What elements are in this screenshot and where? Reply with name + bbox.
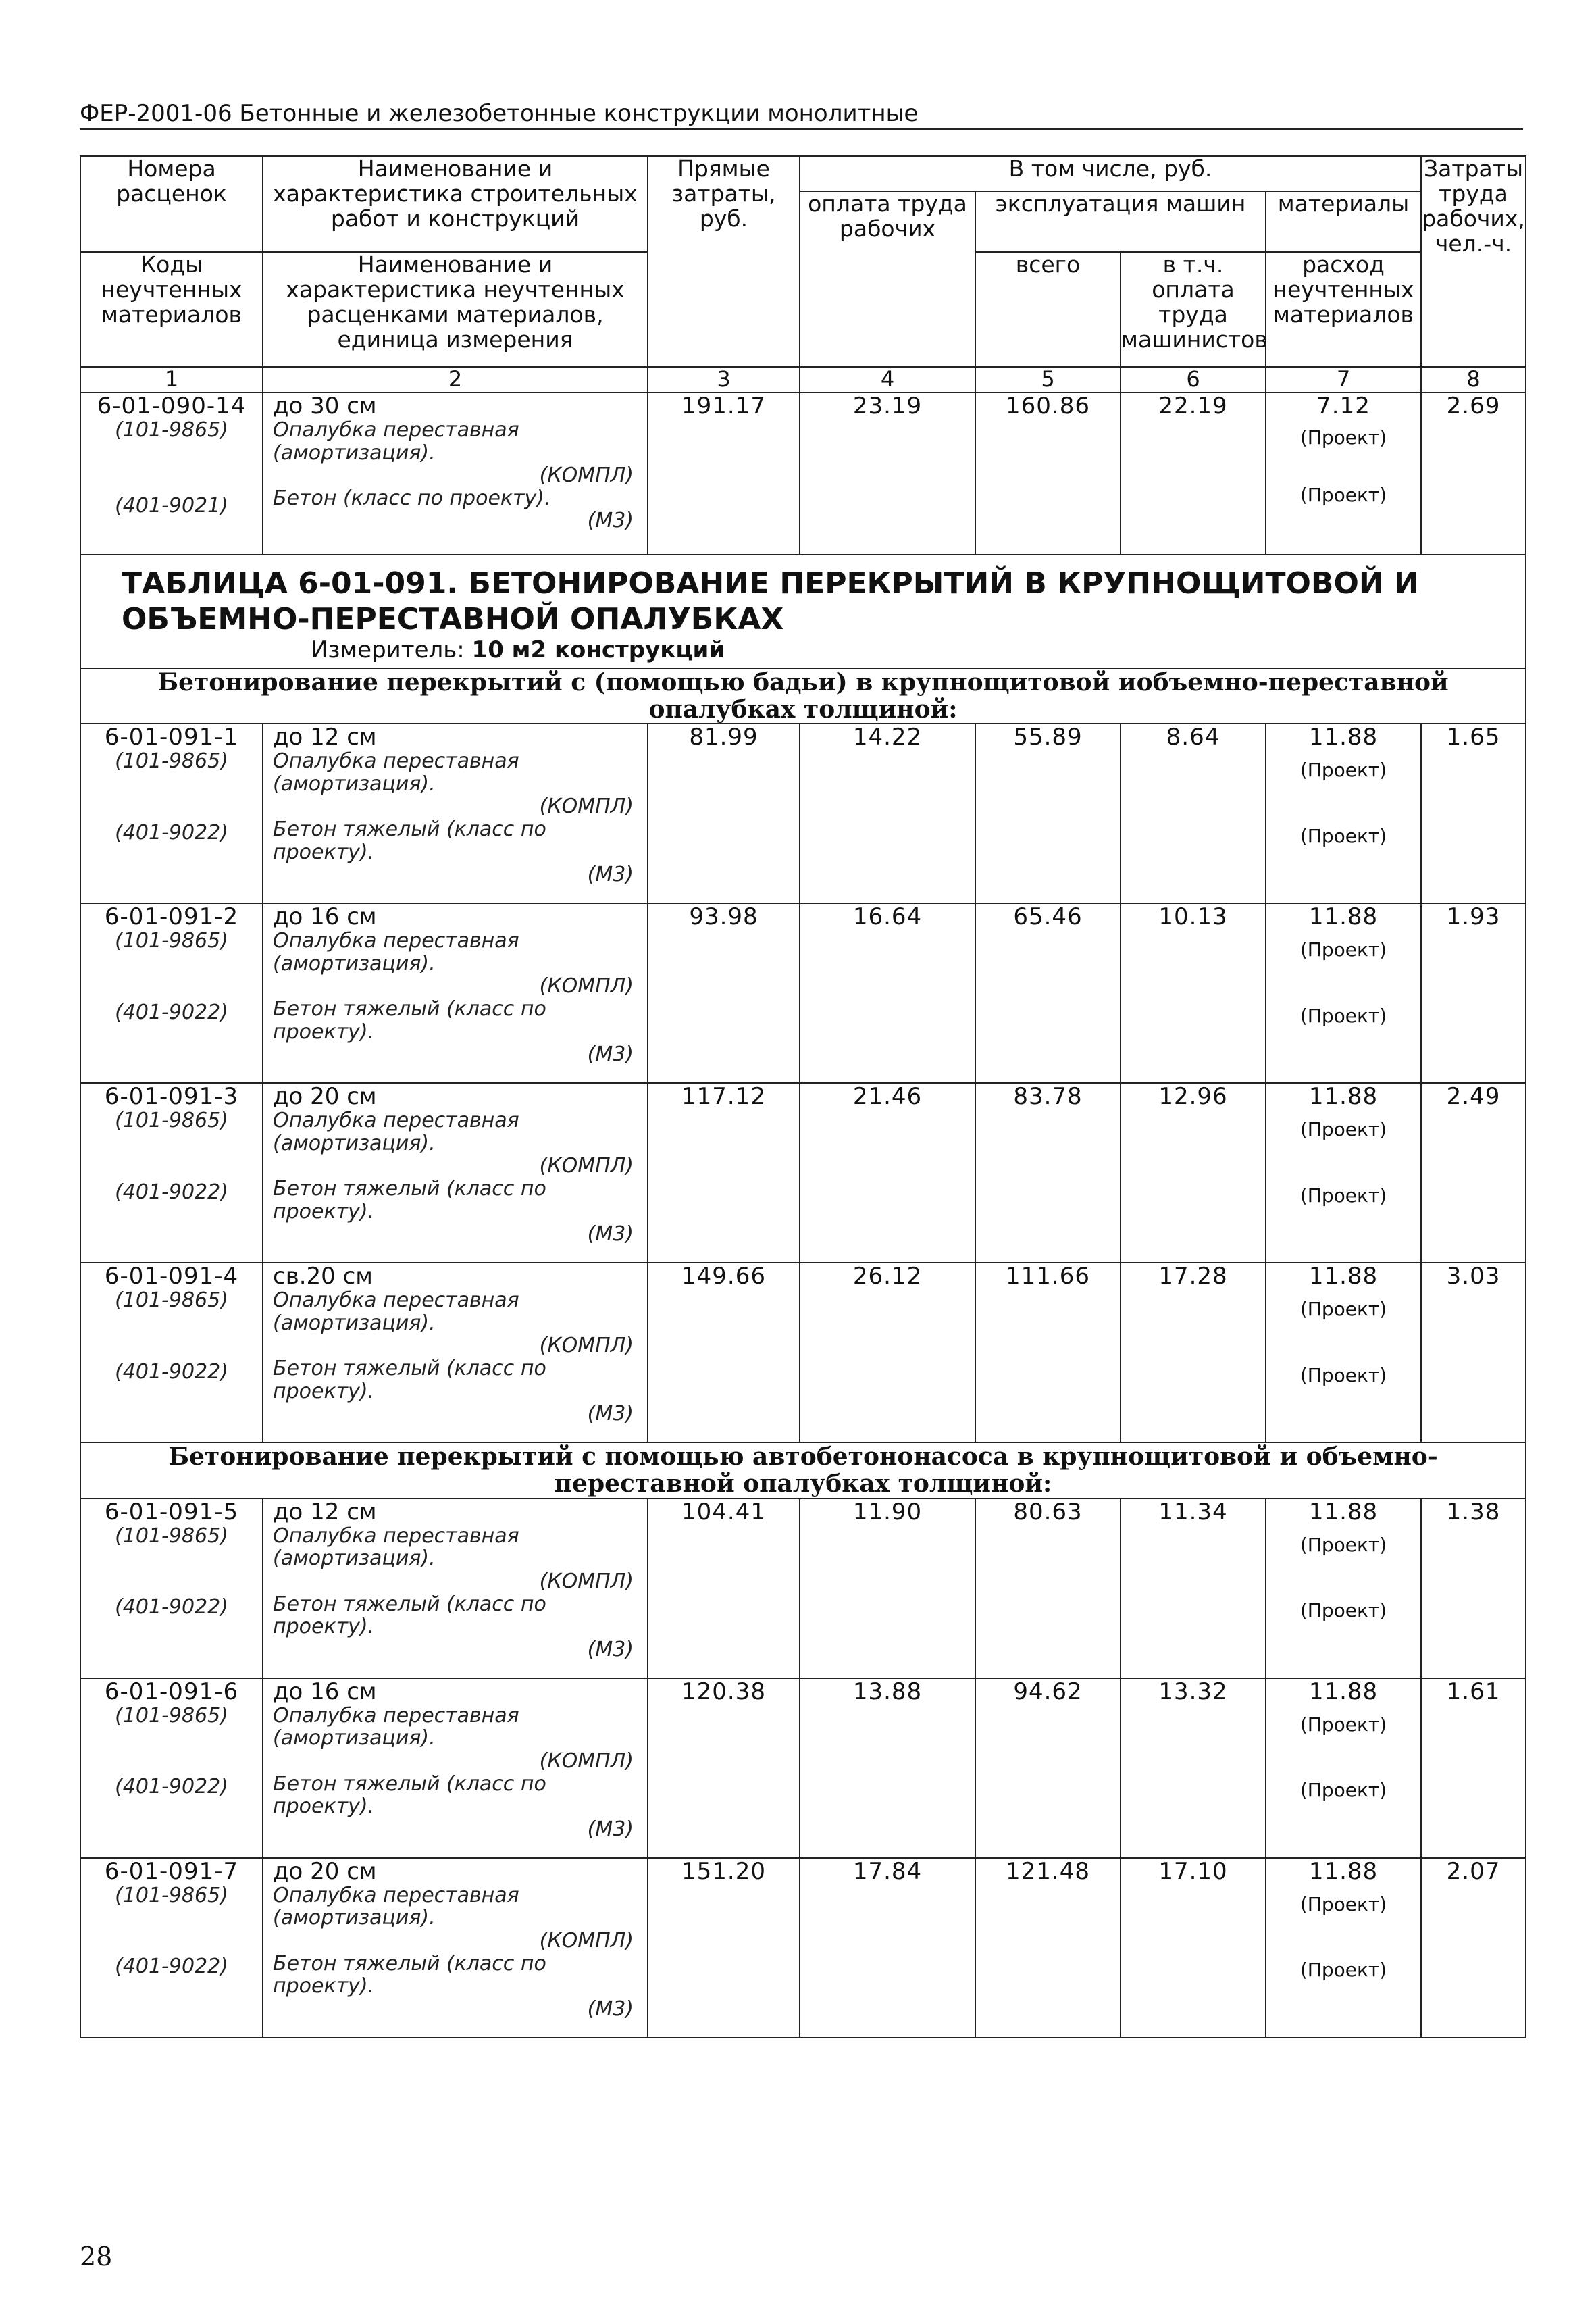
concrete-text: Бетон тяжелый (класс по проекту). [273,1951,546,1998]
formwork-unit: (КОМПЛ) [539,1569,634,1594]
direct-cost: 191.17 [648,393,800,555]
formwork-code: (101-9865) [115,418,228,442]
header-col1-top: Номера расценок [80,156,263,252]
header-rule [80,128,1523,130]
col-number: 7 [1266,367,1421,393]
header-col1-bottom: Коды неучтенных материалов [80,252,263,367]
concrete-text: Бетон тяжелый (класс по проекту). [273,817,546,864]
project-note: (Проект) [1299,1118,1387,1141]
direct-cost: 151.20 [648,1858,800,2038]
direct-cost: 104.41 [648,1499,800,1678]
materials-cost: 11.88 [1308,1498,1379,1526]
rate-code: 6-01-091-3 [104,1083,239,1111]
concrete-code: (401-9022) [115,1775,228,1799]
direct-cost: 81.99 [648,724,800,903]
concrete-unit: (М3) [587,1996,634,2021]
project-note: (Проект) [1299,1892,1387,1915]
concrete-unit: (М3) [587,1817,634,1841]
thickness: до 12 см [273,724,377,751]
formwork-text: Опалубка переставная (амортизация). [273,929,519,976]
formwork-text: Опалубка переставная (амортизация). [273,1703,519,1751]
header-col7: расход неучтенных материалов [1266,252,1421,367]
concrete-code: (401-9022) [115,820,228,845]
header-col2-bottom: Наименование и характеристика неучтенных расценками материалов, единица измерения [263,252,648,367]
concrete-text: Бетон тяжелый (класс по проекту). [273,1176,546,1224]
labor-hours: 1.93 [1421,903,1526,1083]
concrete-code: (401-9022) [115,1955,228,1979]
machines-cost: 121.48 [975,1858,1121,2038]
group-title: Бетонирование перекрытий с помощью автобетононасоса в крупнощитовой и объемно-переставной опалубках толщиной: [80,1442,1526,1499]
concrete-unit: (М3) [587,863,634,887]
meter-value: 10 м2 конструкций [471,636,725,664]
project-note: (Проект) [1299,1713,1387,1736]
direct-cost: 93.98 [648,903,800,1083]
page-number: 28 [80,2242,113,2271]
formwork-code: (101-9865) [115,1883,228,1907]
rate-code: 6-01-091-6 [104,1678,239,1705]
thickness: св.20 см [273,1263,373,1290]
meter-label: Измеритель: [311,636,465,664]
machines-cost: 160.86 [975,393,1121,555]
concrete-unit: (М3) [587,1042,634,1067]
materials-cost: 11.88 [1308,903,1379,931]
table-title-block [80,555,1526,668]
materials-cost: 11.88 [1308,724,1379,751]
machinist-cost: 22.19 [1121,393,1266,555]
concrete-code: (401-9021) [115,493,228,518]
project-note: (Проект) [1299,1533,1387,1556]
materials-cost: 7.12 [1316,392,1370,420]
col-number: 8 [1421,367,1526,393]
thickness: до 30 см [273,392,377,420]
materials-cost: 11.88 [1308,1678,1379,1705]
labor-cost: 13.88 [800,1678,975,1858]
labor-hours: 1.38 [1421,1499,1526,1678]
project-note: (Проект) [1299,1959,1387,1982]
rate-code: 6-01-091-4 [104,1263,239,1290]
formwork-unit: (КОМПЛ) [539,1334,634,1358]
rate-code: 6-01-090-14 [97,392,247,420]
project-note: (Проект) [1299,1004,1387,1027]
thickness: до 20 см [273,1857,377,1885]
labor-cost: 23.19 [800,393,975,555]
machinist-cost: 8.64 [1121,724,1266,903]
formwork-code: (101-9865) [115,1703,228,1728]
machinist-cost: 10.13 [1121,903,1266,1083]
machines-cost: 83.78 [975,1083,1121,1263]
formwork-code: (101-9865) [115,929,228,953]
thickness: до 12 см [273,1498,377,1526]
column-numbers [80,367,1526,393]
direct-cost: 120.38 [648,1678,800,1858]
formwork-text: Опалубка переставная (амортизация). [273,1109,519,1155]
first-rate-row [80,393,1526,555]
direct-cost: 117.12 [648,1083,800,1263]
table-row [80,1083,1526,1263]
concrete-unit: (М3) [587,509,634,533]
header-incl: В том числе, руб. [800,156,1421,191]
machinist-cost: 13.32 [1121,1678,1266,1858]
thickness: до 20 см [273,1083,377,1111]
materials-cost: 11.88 [1308,1857,1379,1885]
project-note: (Проект) [1299,1363,1387,1386]
project-note: (Проект) [1299,759,1387,782]
table-row [80,903,1526,1083]
col-number: 4 [800,367,975,393]
project-note: (Проект) [1299,938,1387,961]
concrete-code: (401-9022) [115,1595,228,1619]
labor-hours: 3.03 [1421,1263,1526,1442]
formwork-code: (101-9865) [115,1524,228,1548]
formwork-unit: (КОМПЛ) [539,974,634,999]
running-header: ФЕР-2001-06 Бетонные и железобетонные конструкции монолитные [80,100,919,127]
concrete-code: (401-9022) [115,1000,228,1024]
project-note: (Проект) [1299,1184,1387,1207]
concrete-text: Бетон тяжелый (класс по проекту). [273,1592,546,1639]
table-title: ТАБЛИЦА 6-01-091. БЕТОНИРОВАНИЕ ПЕРЕКРЫТИЙ В КРУПНОЩИТОВОЙ И ОБЪЕМНО-ПЕРЕСТАВНОЙ ОПАЛУБКАХ [122,565,1419,636]
formwork-unit: (КОМПЛ) [539,1749,634,1774]
header-col5: всего [975,252,1121,367]
machines-cost: 80.63 [975,1499,1121,1678]
project-note: (Проект) [1299,484,1387,507]
formwork-text: Опалубка переставная (амортизация). [273,1288,519,1335]
group-title: Бетонирование перекрытий с (помощью бадьи) в крупнощитовой иобъемно-переставной опалубках толщиной: [80,668,1526,724]
table-row [80,1678,1526,1858]
project-note: (Проект) [1299,1599,1387,1622]
project-note: (Проект) [1299,1779,1387,1802]
header-col8: Затраты труда рабочих, чел.-ч. [1421,156,1526,367]
labor-cost: 21.46 [800,1083,975,1263]
labor-cost: 16.64 [800,903,975,1083]
machines-cost: 111.66 [975,1263,1121,1442]
col-number: 1 [80,367,263,393]
concrete-code: (401-9022) [115,1180,228,1204]
materials-cost: 11.88 [1308,1263,1379,1290]
formwork-text: Опалубка переставная (амортизация). [273,1524,519,1571]
table-row [80,1263,1526,1442]
machinist-cost: 17.10 [1121,1858,1266,2038]
rate-code: 6-01-091-7 [104,1857,239,1885]
labor-hours: 2.69 [1421,393,1526,555]
concrete-text: Бетон тяжелый (класс по проекту). [273,997,546,1044]
labor-hours: 1.61 [1421,1678,1526,1858]
header-machines: эксплуатация машин [975,191,1266,252]
table-row [80,1858,1526,2038]
machinist-cost: 11.34 [1121,1499,1266,1678]
formwork-text: Опалубка переставная (амортизация). [273,1883,519,1930]
concrete-unit: (М3) [587,1637,634,1661]
col-number: 6 [1121,367,1266,393]
col-number: 2 [263,367,648,393]
labor-cost: 17.84 [800,1858,975,2038]
formwork-code: (101-9865) [115,1109,228,1133]
rate-code: 6-01-091-1 [104,724,239,751]
concrete-unit: (М3) [587,1222,634,1247]
project-note: (Проект) [1299,1298,1387,1321]
formwork-unit: (КОМПЛ) [539,463,634,488]
labor-hours: 2.07 [1421,1858,1526,2038]
project-note: (Проект) [1299,824,1387,847]
labor-hours: 1.65 [1421,724,1526,903]
machines-cost: 65.46 [975,903,1121,1083]
materials-cost: 11.88 [1308,1083,1379,1111]
machines-cost: 94.62 [975,1678,1121,1858]
formwork-text: Опалубка переставная (амортизация). [273,418,519,465]
table-row [80,1499,1526,1678]
rates-table [80,155,1526,2038]
table-row [80,724,1526,903]
concrete-code: (401-9022) [115,1359,228,1384]
header-col4: оплата труда рабочих [800,191,975,367]
formwork-unit: (КОМПЛ) [539,1929,634,1953]
col-number: 3 [648,367,800,393]
concrete-text: Бетон тяжелый (класс по проекту). [273,1356,546,1403]
formwork-unit: (КОМПЛ) [539,795,634,819]
concrete-unit: (М3) [587,1402,634,1426]
thickness: до 16 см [273,1678,377,1705]
formwork-text: Опалубка переставная (амортизация). [273,749,519,796]
formwork-unit: (КОМПЛ) [539,1154,634,1178]
rate-code: 6-01-091-5 [104,1498,239,1526]
labor-cost: 26.12 [800,1263,975,1442]
concrete-text: Бетон (класс по проекту). [273,486,551,510]
concrete-text: Бетон тяжелый (класс по проекту). [273,1771,546,1819]
labor-hours: 2.49 [1421,1083,1526,1263]
rate-groups [80,668,1526,2038]
formwork-code: (101-9865) [115,749,228,774]
labor-cost: 11.90 [800,1499,975,1678]
direct-cost: 149.66 [648,1263,800,1442]
rate-code: 6-01-091-2 [104,903,239,931]
labor-cost: 14.22 [800,724,975,903]
col-number: 5 [975,367,1121,393]
machinist-cost: 17.28 [1121,1263,1266,1442]
header-col2-top: Наименование и характеристика строительных работ и конструкций [263,156,648,252]
project-note: (Проект) [1299,426,1387,449]
machinist-cost: 12.96 [1121,1083,1266,1263]
header-col3: Прямые затраты, руб. [648,156,800,367]
header-col6: в т.ч. оплата труда машинистов [1121,252,1266,367]
formwork-code: (101-9865) [115,1288,228,1313]
header-materials: материалы [1266,191,1421,252]
machines-cost: 55.89 [975,724,1121,903]
table-header [80,156,1526,367]
thickness: до 16 см [273,903,377,931]
